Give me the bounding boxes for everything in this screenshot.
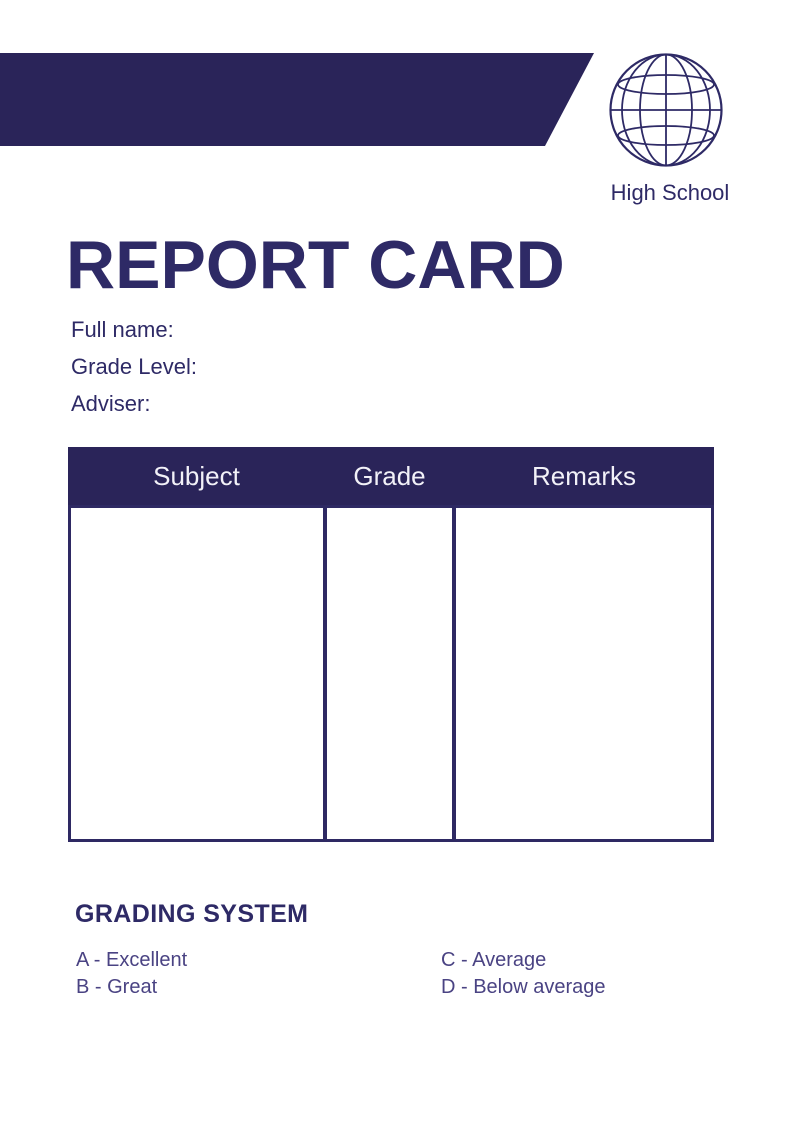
column-divider [452,508,456,839]
column-header-remarks: Remarks [531,460,636,491]
adviser-label: Adviser: [71,391,151,416]
school-logo [607,51,725,169]
table-header-row [68,447,714,505]
column-divider [323,508,327,839]
column-header-grade: Grade [353,460,426,491]
grading-item-b: B - Great [76,976,158,998]
grading-list-left [76,947,187,1001]
table-body [68,505,714,842]
full-name-label: Full name: [71,317,174,342]
page-title: REPORT CARD [66,227,565,303]
grading-item-c: C - Average [441,949,547,971]
top-banner [0,53,594,146]
student-info [71,311,197,422]
column-header-subject: Subject [153,460,240,491]
grading-list-right [441,947,606,1001]
grading-item-d: D - Below average [441,976,606,998]
globe-icon [607,51,725,169]
grading-item-a: A - Excellent [76,949,188,971]
school-name: High School [610,180,730,205]
grading-system-heading: GRADING SYSTEM [75,900,309,928]
grade-level-label: Grade Level: [71,354,197,379]
